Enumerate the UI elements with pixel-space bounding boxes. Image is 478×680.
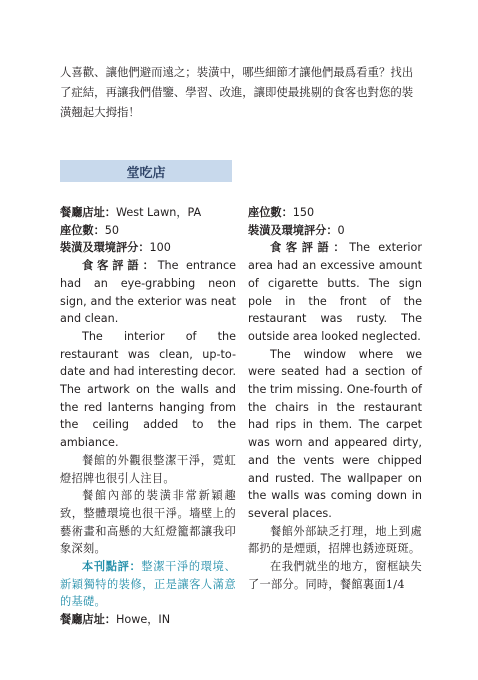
score-line bbox=[60, 239, 236, 257]
score-label-2: 裝潢及環境評分： bbox=[248, 222, 338, 237]
editor-review-label: 本刊點評： bbox=[82, 559, 142, 574]
seats-line-2 bbox=[248, 204, 422, 222]
seats-value: 50 bbox=[104, 223, 120, 237]
review-en-text-3: The exterior area had an excessive amount of cigarette butts. The sign pole in the front of the restaurant was rusty. The outside area looked neglected. bbox=[248, 241, 422, 343]
seats-label: 座位數： bbox=[60, 222, 105, 237]
editor-review bbox=[60, 558, 236, 611]
section-title-band bbox=[60, 160, 232, 182]
review-zh-paragraph-3: 餐館外部缺乏打理，地上到處都扔的是煙頭，招牌也銹迹斑斑。 bbox=[248, 524, 422, 556]
score-value-2: 0 bbox=[337, 223, 345, 237]
address-value: West Lawn，PA bbox=[115, 206, 202, 219]
intro-paragraph: 人喜歡、讓他們避而遠之；裝潢中，哪些細節才讓他們最爲看重？找出了症結，再讓我們借鑒、學習、改進，讓即使最挑剔的食客也對您的裝潢翹起大拇指！ bbox=[60, 65, 414, 119]
review-label: 食客評語： bbox=[82, 258, 158, 273]
review-en-paragraph-3 bbox=[248, 239, 422, 345]
review-en-paragraph-1 bbox=[60, 257, 236, 328]
editor-review-text: 整潔干淨的環境、新穎獨特的裝修，正是讓客人滿意的基礎。 bbox=[60, 560, 236, 609]
score-line-2 bbox=[248, 222, 422, 240]
right-column bbox=[248, 204, 422, 593]
score-label: 裝潢及環境評分： bbox=[60, 240, 150, 255]
left-column bbox=[60, 204, 236, 629]
address-label-2: 餐廳店址： bbox=[60, 612, 116, 627]
review-zh-paragraph-1: 餐館的外觀很整潔干淨，霓虹燈招牌也很引人注目。 bbox=[60, 453, 236, 485]
review-zh-paragraph-4: 在我們就坐的地方，窗框缺失了一部分。同時，餐館裏面1/4 bbox=[248, 560, 422, 591]
review-en-paragraph-2: The interior of the restaurant was clean, up-to-date and had interesting decor. The artwork on the walls and the red lanterns hanging from the ceiling added to the ambiance. bbox=[60, 329, 236, 450]
review-zh-paragraph-2: 餐館內部的裝潢非常新穎趣致，整體環境也很干淨。墻壁上的藝術畫和高懸的大紅燈籠都讓我印象深刻。 bbox=[60, 489, 236, 556]
address-line bbox=[60, 204, 236, 222]
review-en-text-1: The entrance had an eye-grabbing neon sign, and the exterior was neat and clean. bbox=[60, 259, 236, 326]
address-label: 餐廳店址： bbox=[60, 205, 116, 219]
address-value-2: Howe，IN bbox=[115, 613, 171, 627]
review-label-2: 食客評語： bbox=[270, 240, 350, 255]
address-line-2 bbox=[60, 611, 236, 629]
section-title: 堂吃店 bbox=[126, 165, 166, 181]
review-en-paragraph-4: The window where we were seated had a section of the trim missing. One-fourth of the chairs in the restaurant had rips in them. The carpet was worn and appeared dirty, and the vents were chipped and rusted. The wallpaper on the walls was coming down in several places. bbox=[248, 347, 422, 520]
seats-line bbox=[60, 222, 236, 240]
score-value: 100 bbox=[149, 241, 171, 255]
seats-value-2: 150 bbox=[292, 206, 315, 219]
seats-label-2: 座位數： bbox=[248, 205, 293, 219]
